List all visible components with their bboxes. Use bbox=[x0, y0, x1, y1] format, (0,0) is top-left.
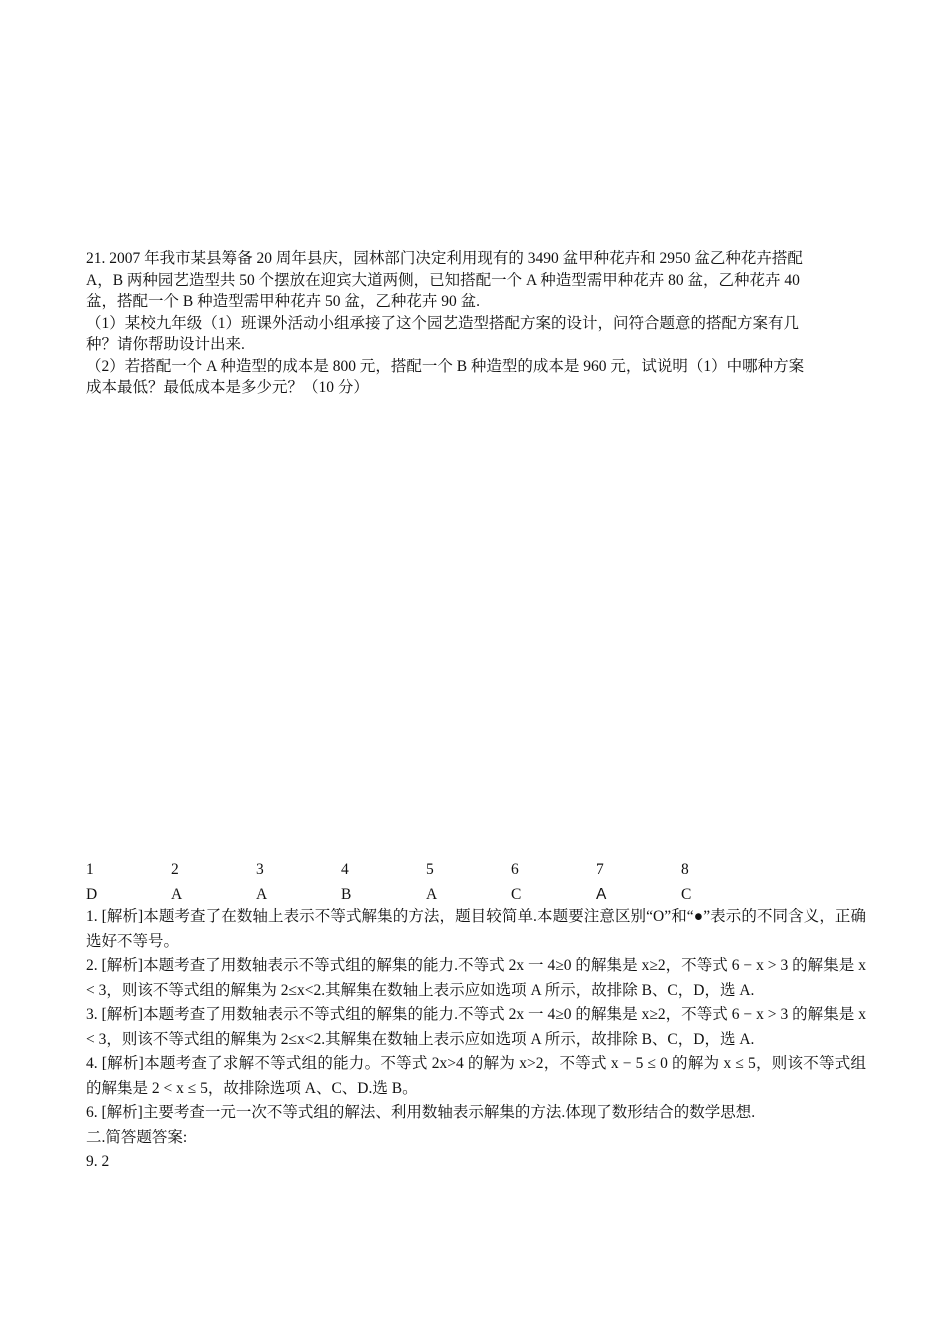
explanation-3: 3. [解析]本题考查了用数轴表示不等式组的解集的能力.不等式 2x 一 4≥0 的解集是 x≥2，不等式 6 − x > 3 的解集是 x < 3，则该不等式组的解集为 2≤x<2.其解集在数轴上表示应如选项 A 所示，故排除 B、C，D，选 A. bbox=[86, 1006, 866, 1048]
question-number: 1 bbox=[86, 860, 94, 878]
problem-text-line: 盆，搭配一个 B 种造型需甲种花卉 50 盆，乙种花卉 90 盆. bbox=[86, 293, 480, 310]
problem-part-2-cont: 成本最低？最低成本是多少元？（10 分） bbox=[86, 379, 369, 396]
answer-number-row bbox=[86, 857, 766, 882]
question-number: 5 bbox=[426, 860, 434, 878]
question-number: 4 bbox=[341, 860, 349, 878]
answer-letter: C bbox=[511, 885, 522, 903]
explanation-2: 2. [解析]本题考查了用数轴表示不等式组的解集的能力.不等式 2x 一 4≥0 的解集是 x≥2，不等式 6 − x > 3 的解集是 x < 3，则该不等式组的解集为 2≤x<2.其解集在数轴上表示应如选项 A 所示，故排除 B、C，D，选 A. bbox=[86, 957, 866, 999]
problem-part-1-cont: 种？请你帮助设计出来. bbox=[86, 336, 245, 353]
problem-text-line: 21. 2007 年我市某县筹备 20 周年县庆，园林部门决定利用现有的 3490 盆甲种花卉和 2950 盆乙种花卉搭配 bbox=[86, 250, 803, 267]
answer-letter: B bbox=[341, 885, 352, 903]
explanation-4: 4. [解析]本题考查了求解不等式组的能力。不等式 2x>4 的解为 x>2，不等式 x − 5 ≤ 0 的解为 x ≤ 5，则该不等式组的解集是 2 < x ≤ 5，故排除选项 A、C、D.选 B。 bbox=[86, 1055, 866, 1097]
answer-letter: A bbox=[596, 885, 607, 903]
answer-letter: C bbox=[681, 885, 692, 903]
answer-letter: A bbox=[171, 885, 183, 903]
answer-letter: D bbox=[86, 885, 98, 903]
explanation-1: 1. [解析]本题考查了在数轴上表示不等式解集的方法，题目较简单.本题要注意区别“O”和“●”表示的不同含义，正确选好不等号。 bbox=[86, 908, 866, 950]
problem-part-1: （1）某校九年级（1）班课外活动小组承接了这个园艺造型搭配方案的设计，问符合题意的搭配方案有几 bbox=[86, 314, 800, 332]
question-number: 8 bbox=[681, 860, 689, 878]
answer-letter: A bbox=[426, 885, 438, 903]
problem-part-2: （2）若搭配一个 A 种造型的成本是 800 元，搭配一个 B 种造型的成本是 960 元，试说明（1）中哪种方案 bbox=[86, 357, 805, 375]
answer-letter: A bbox=[256, 885, 268, 903]
answer-key-table bbox=[86, 857, 766, 907]
section-heading: 二.简答题答案: bbox=[86, 1128, 188, 1146]
answer-letter-row bbox=[86, 882, 766, 907]
question-number: 2 bbox=[171, 860, 179, 878]
explanation-6: 6. [解析]主要考查一元一次不等式组的解法、利用数轴表示解集的方法.体现了数形结合的数学思想. bbox=[86, 1104, 756, 1121]
question-number: 7 bbox=[596, 860, 604, 878]
explanations bbox=[86, 905, 866, 1175]
problem-21 bbox=[86, 248, 866, 399]
question-number: 6 bbox=[511, 860, 519, 878]
problem-text-line: A，B 两种园艺造型共 50 个摆放在迎宾大道两侧，已知搭配一个 A 种造型需甲种花卉 80 盆，乙种花卉 40 bbox=[86, 271, 800, 289]
question-number: 3 bbox=[256, 860, 264, 878]
answer-9: 9. 2 bbox=[86, 1153, 110, 1170]
